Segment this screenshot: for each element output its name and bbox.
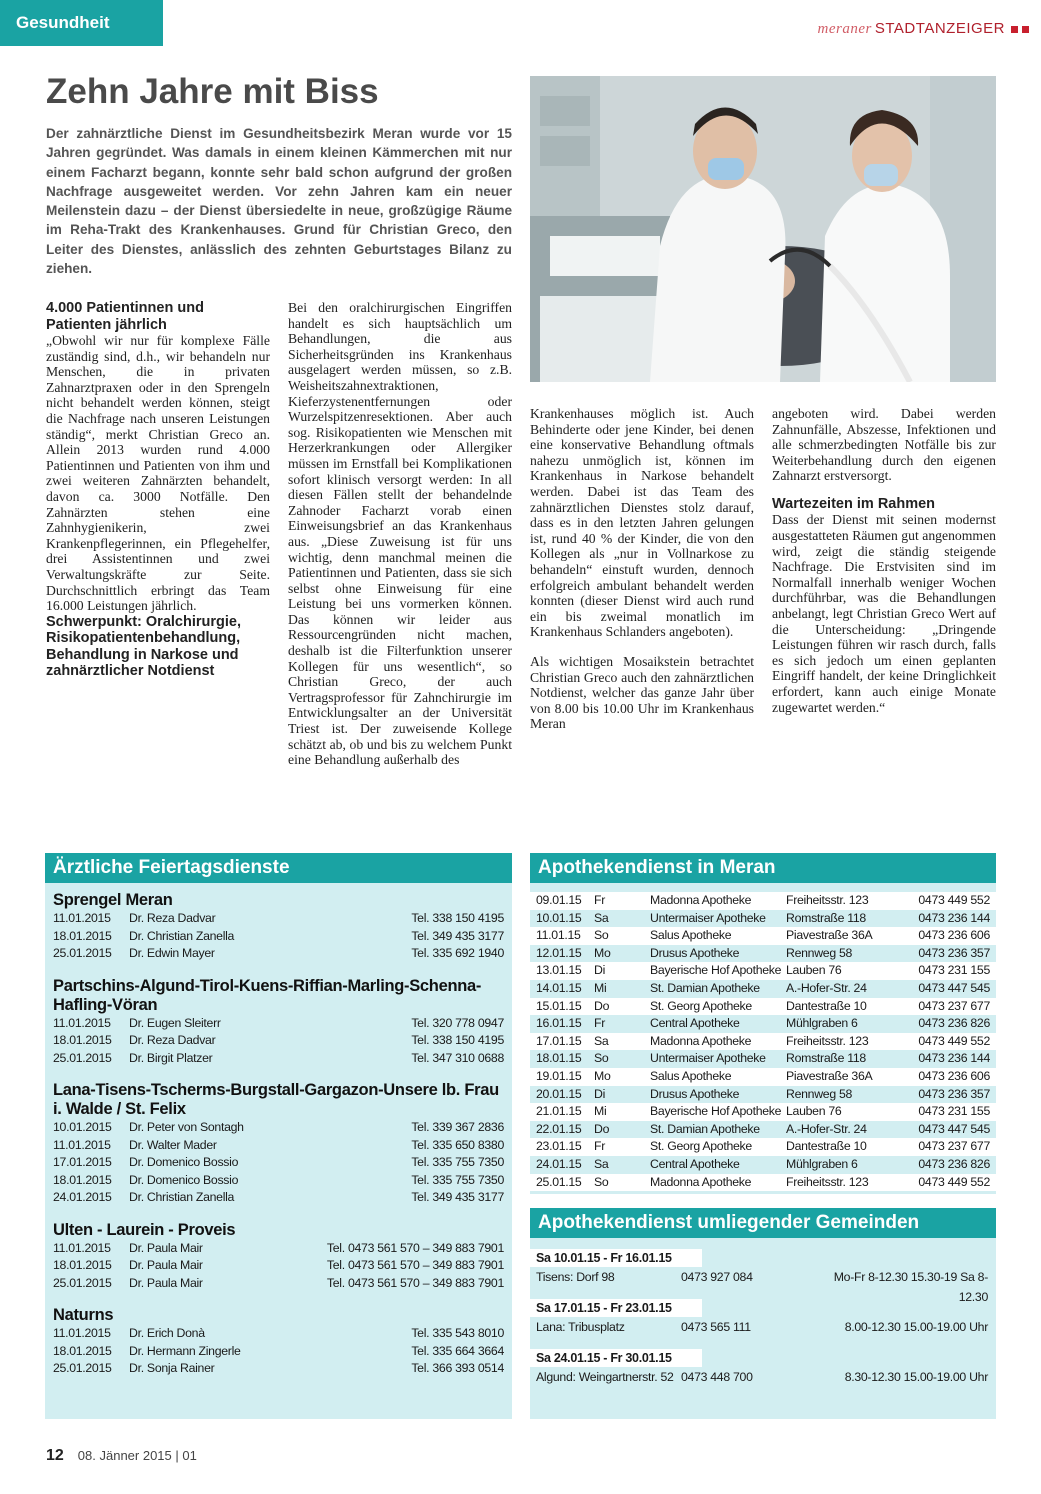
duty-date: 11.01.2015 <box>53 1240 111 1255</box>
duty-date: 25.01.2015 <box>53 1275 112 1290</box>
pharmacy-date: 24.01.15 <box>536 1156 582 1171</box>
doctor-name: Dr. Reza Dadvar <box>129 911 216 925</box>
pharmacy-weekday: Do <box>594 998 610 1013</box>
paragraph: Bei den oralchirurgischen Eingriffen handelt es sich hauptsächlich um Behandlungen, die aus Sicherheitsgründen ins Krankenhaus ausgelagert werden müssen, so z.B. Weisheitszahnextraktionen, Kieferzystenentfernungen oder Wurzelspitzenresektionen. Aber auch sog. Risikopatienten wie Menschen mit Herzerkrankungen oder Allergiker müssen im Ernstfall bei Komplikationen sofort klinisch versorgt werden: In all diesen Fällen stellt der behandelnde Zahnoder Facharzt vorab einen Einweisungsbrief an das Krankenhaus aus. „Diese Zuweisung ist für uns wichtig, denn manchmal meinen die Patientinnen und Patienten, dass sie sich selbst ohne Einweisung für eine Leistung bei uns vormerken können. Das können wir leider aus Ressourcengründen nicht machen, deshalb ist die Filterfunktion unserer Kollegen für uns wesentlich“, so Christian Greco, der auch Vertragsprofessor für Zahnchirurgie im Entwicklungsalter an der Universität Triest ist. Der zuweisende Kollege schätzt ab, ob und bis zu welchem Punkt eine Behandlung außerhalb des <box>288 300 512 768</box>
doctor-phone: Tel. 335 543 8010 <box>411 1326 504 1340</box>
pharmacy-date: 20.01.15 <box>536 1086 582 1101</box>
duty-date: 25.01.2015 <box>53 1361 112 1375</box>
doctor-phone: Tel. 349 435 3177 <box>411 1190 504 1204</box>
table-row <box>530 1174 996 1192</box>
pharmacy-date: 23.01.15 <box>536 1139 582 1154</box>
doctor-name: Dr. Erich Donà <box>129 1326 205 1340</box>
pharmacy-address: Freiheitsstr. 123 <box>786 1174 869 1189</box>
pharmacy-weekday: Mo <box>594 1068 611 1083</box>
pharmacy-name: Drusus Apotheke <box>650 1086 740 1101</box>
pharmacy-date: 11.01.15 <box>536 928 581 943</box>
pharmacy-name: Untermaiser Apotheke <box>650 910 766 925</box>
pharmacy-weekday: Di <box>594 1086 606 1101</box>
duty-date: 17.01.2015 <box>53 1155 112 1169</box>
pharmacy-date: 16.01.15 <box>536 1016 582 1031</box>
pharmacy-weekday: So <box>594 1051 609 1066</box>
region-title: Ulten - Laurein - Proveis <box>53 1220 236 1239</box>
pharmacy-name: St. Damian Apotheke <box>650 980 760 995</box>
nearby-pharmacy-list <box>530 1249 996 1387</box>
paragraph: angeboten wird. Dabei werden Zahnunfälle, Abszesse, Infektionen und alle schmerzbedingten Notfälle bis zur Weiterbehandlung durch den eigenen Zahnarzt erstversorgt. <box>772 406 996 484</box>
pharmacy-phone: 0473 231 155 <box>918 1104 990 1119</box>
pharmacy-phone: 0473 449 552 <box>918 893 990 907</box>
duty-date: 18.01.2015 <box>53 928 112 943</box>
table-row <box>530 1050 996 1068</box>
doctor-phone: Tel. 335 755 7350 <box>411 1155 504 1169</box>
region-list <box>45 891 512 1378</box>
table-row <box>530 1068 996 1086</box>
pharmacy-address: A.-Hofer-Str. 24 <box>786 1121 867 1136</box>
pharmacy-name: Drusus Apotheke <box>650 945 740 960</box>
dentist-photo <box>530 76 996 382</box>
duty-date: 18.01.2015 <box>53 1343 112 1358</box>
pharmacy-date: 21.01.15 <box>536 1104 582 1119</box>
table-row <box>530 1033 996 1051</box>
article-column-2 <box>288 300 512 768</box>
duty-date: 11.01.2015 <box>53 1015 111 1030</box>
pharmacy-phone: 0473 236 826 <box>918 1016 990 1031</box>
doctor-name: Dr. Christian Zanella <box>129 928 235 943</box>
pharmacy-date: 18.01.15 <box>536 1051 582 1066</box>
pharmacy-date: 12.01.15 <box>536 945 582 960</box>
list-item <box>530 1349 996 1387</box>
pharmacy-weekday: Fr <box>594 1139 606 1154</box>
brand-logo: meraner STADTANZEIGER <box>818 20 1029 38</box>
pharmacy-row <box>530 1367 996 1387</box>
duty-row <box>53 1015 504 1033</box>
doctor-name: Dr. Hermann Zingerle <box>129 1343 241 1358</box>
doctor-phone: Tel. 335 692 1940 <box>411 946 504 960</box>
duty-row <box>53 1137 504 1155</box>
doctor-name: Dr. Edwin Mayer <box>129 946 215 960</box>
subheading: Wartezeiten im Rahmen <box>772 495 936 512</box>
doctor-name: Dr. Paula Mair <box>129 1240 203 1255</box>
duty-date: 10.01.2015 <box>53 1120 112 1134</box>
region-title: Partschins-Algund-Tirol-Kuens-Riffian-Marling-Schenna-Hafling-Vöran <box>53 976 482 1014</box>
doctor-phone: Tel. 338 150 4195 <box>411 1033 504 1047</box>
pharmacy-address: Piavestraße 36A <box>786 1068 873 1083</box>
box-title: Apothekendienst umliegender Gemeinden <box>530 1208 996 1238</box>
pharmacy-phone: 0473 447 545 <box>918 980 990 995</box>
duty-row <box>53 910 504 928</box>
list-item <box>530 1249 996 1304</box>
pharmacy-phone: 0473 236 606 <box>918 928 990 943</box>
doctor-phone: Tel. 0473 561 570 – 349 883 7901 <box>326 1258 504 1272</box>
pharmacy-weekday: Sa <box>594 910 609 925</box>
page-number: 12 <box>46 1447 64 1464</box>
pharmacy-date: 13.01.15 <box>536 963 582 978</box>
pharmacy-address: Freiheitsstr. 123 <box>786 1033 869 1048</box>
region-title: Sprengel Meran <box>53 891 173 909</box>
region-block <box>45 891 512 963</box>
pharmacy-name: Bayerische Hof Apotheke <box>650 1104 782 1119</box>
pharmacy-date: 25.01.15 <box>536 1174 582 1189</box>
period-label: Sa 17.01.15 - Fr 23.01.15 <box>530 1299 702 1317</box>
pharmacy-address: Dantestraße 10 <box>786 998 867 1013</box>
pharmacy-phone: 0473 927 084 <box>681 1270 753 1284</box>
duty-date: 25.01.2015 <box>53 946 112 960</box>
doctor-phone: Tel. 335 755 7350 <box>411 1172 504 1187</box>
section-tab: Gesundheit <box>0 0 163 46</box>
pharmacy-address: Rennweg 58 <box>786 945 853 960</box>
table-row <box>530 1086 996 1104</box>
doctor-name: Dr. Paula Mair <box>129 1258 203 1272</box>
duty-row <box>53 1257 504 1275</box>
pharmacy-weekday: Fr <box>594 893 606 907</box>
opening-hours: 8.30-12.30 15.00-19.00 Uhr <box>844 1370 988 1384</box>
table-row <box>530 1103 996 1121</box>
duty-row <box>53 1032 504 1050</box>
pharmacy-name: Salus Apotheke <box>650 1068 732 1083</box>
paragraph: „Obwohl wir nur für komplexe Fälle zuständig sind, d.h., wir behandeln nur Menschen, die in privaten Zahnarztpraxen oder in den Sprengeln nicht behandelt werden können, steigt die Nachfrage nach unseren Leistungen ständig“, merkt Christian Greco an. Allein 2013 wurden rund 4.000 Patientinnen und Patienten von ihm und zwei weiteren Zahnärzten behandelt, davon ca. 3000 Notfälle. Den Zahnärzten stehen eine Zahnhygienikerin, zwei Krankenpflegerinnen, ein Pflegehelfer, drei Assistentinnen und zwei Verwaltungskräfte zur Seite. Durchschnittlich erbringt das Team 16.000 Leistungen jährlich. <box>46 333 270 614</box>
duty-row <box>53 1172 504 1190</box>
pharmacy-phone: 0473 231 155 <box>918 963 990 978</box>
issue-date: 08. Jänner 2015 | 01 <box>77 1448 197 1463</box>
table-row <box>530 1156 996 1174</box>
region-title: Lana-Tisens-Tscherms-Burgstall-Gargazon-Unsere lb. Frau i. Walde / St. Felix <box>53 1081 499 1118</box>
pharmacy-address: Tisens: Dorf 98 <box>536 1270 615 1284</box>
pharmacy-date: 10.01.15 <box>536 910 582 925</box>
lead-paragraph: Der zahnärztliche Dienst im Gesundheitsbezirk Meran wurde vor 15 Jahren gegründet. Was damals in einem kleinen Kämmerchen mit nur einem Facharzt begann, konnte sehr bald schon aufgrund der großen Nachfrage ausgeweitet werden. Vor zehn Jahren kam ein neuer Meilenstein dazu – der Dienst übersiedelte in neue, großzügige Räume im Reha-Trakt des Krankenhauses. Grund für Christian Greco, den Leiter des Dienstes, anlässlich des zehnten Geburtstages Bilanz zu ziehen. <box>46 126 512 277</box>
doctor-phone: Tel. 338 150 4195 <box>411 911 504 925</box>
doctor-name: Dr. Paula Mair <box>129 1275 203 1290</box>
doctor-name: Dr. Eugen Sleiterr <box>129 1015 221 1030</box>
table-row <box>530 1138 996 1156</box>
duty-row <box>53 1154 504 1172</box>
region-block <box>45 977 512 1068</box>
period-label: Sa 24.01.15 - Fr 30.01.15 <box>530 1349 702 1367</box>
doctor-phone: Tel. 347 310 0688 <box>411 1050 504 1065</box>
pharmacy-weekday: So <box>594 928 609 943</box>
pharmacy-address: Romstraße 118 <box>786 1051 866 1066</box>
table-row <box>530 910 996 928</box>
duty-row <box>53 1050 504 1068</box>
region-block <box>45 1306 512 1378</box>
duty-row <box>53 1189 504 1207</box>
pharmacy-address: Piavestraße 36A <box>786 928 873 943</box>
pharmacy-weekday: Fr <box>594 1016 606 1031</box>
doctor-phone: Tel. 320 778 0947 <box>411 1015 504 1030</box>
paragraph: Dass der Dienst mit seinen modernst ausgestatteten Räumen gut angenommen wird, zeigt die ständig steigende Nachfrage. Die Erstvisiten sind im Normalfall innerhalb weniger Wochen durchführbar, was die Behandlungen anbelangt, legt Christian Greco Wert auf die Unterscheidung: „Dringende Leistungen führen wir rasch durch, falls es sich jedoch um einen geplanten Eingriff handelt, der keine Dringlichkeit erfordert, kann auch einige Monate zugewartet werden.“ <box>772 512 996 715</box>
duty-row <box>53 945 504 963</box>
pharmacy-phone: 0473 236 606 <box>918 1068 990 1083</box>
pharmacy-phone: 0473 236 357 <box>918 945 990 960</box>
pharmacy-phone: 0473 237 677 <box>918 998 990 1013</box>
pharmacy-date: 19.01.15 <box>536 1068 582 1083</box>
paragraph: Krankenhauses möglich ist. Auch Behinderte oder jene Kinder, bei denen eine konservative Behandlung oftmals nahezu unmöglich ist, können im Krankenhaus in Narkose behandelt werden. Dabei ist das Team des zahnärztlichen Dienstes stolz darauf, dass es in den letzten Jahren gelungen ist, rund 40 % der Kinder, die von den Kollegen als „nur in Vollnarkose zu behandeln“ einstuft wurden, dennoch erfolgreich ambulant behandelt werden konnten (dieser Dienst wird auch rund ein bis zweimal monatlich im Krankenhaus Schlanders angeboten). <box>530 406 754 640</box>
duty-date: 11.01.2015 <box>53 1326 111 1340</box>
page-footer <box>46 1447 197 1465</box>
period-label: Sa 10.01.15 - Fr 16.01.15 <box>530 1249 702 1267</box>
doctor-phone: Tel. 0473 561 570 – 349 883 7901 <box>326 1275 504 1290</box>
feiertagsdienste-box <box>45 853 512 1419</box>
doctor-phone: Tel. 366 393 0514 <box>411 1361 504 1375</box>
duty-row <box>53 928 504 946</box>
subheading: Schwerpunkt: Oralchirurgie, Risikopatientenbehandlung, Behandlung in Narkose und zahnärztlicher Notdienst <box>46 613 241 680</box>
pharmacy-phone: 0473 236 144 <box>918 910 990 925</box>
pharmacy-date: 14.01.15 <box>536 980 582 995</box>
doctor-name: Dr. Reza Dadvar <box>129 1033 216 1047</box>
pharmacy-weekday: Sa <box>594 1033 609 1048</box>
duty-row <box>53 1325 504 1343</box>
duty-row <box>53 1275 504 1293</box>
pharmacy-address: Freiheitsstr. 123 <box>786 893 869 907</box>
pharmacy-name: Untermaiser Apotheke <box>650 1051 766 1066</box>
pharmacy-weekday: Mo <box>594 945 611 960</box>
pharmacy-name: Madonna Apotheke <box>650 893 752 907</box>
pharmacy-address: Mühlgraben 6 <box>786 1016 858 1031</box>
table-row <box>530 962 996 980</box>
pharmacy-address: Mühlgraben 6 <box>786 1156 858 1171</box>
pharmacy-weekday: Mi <box>594 1104 607 1119</box>
box-title: Apothekendienst in Meran <box>530 853 996 883</box>
subheading: 4.000 Patientinnen und Patienten jährlich <box>46 300 204 333</box>
doctor-name: Dr. Domenico Bossio <box>129 1155 239 1169</box>
pharmacy-address: Dantestraße 10 <box>786 1139 867 1154</box>
pharmacy-weekday: Do <box>594 1121 610 1136</box>
apotheken-meran-box <box>530 853 996 1194</box>
doctor-name: Dr. Domenico Bossio <box>129 1172 239 1187</box>
duty-date: 24.01.2015 <box>53 1190 112 1204</box>
pharmacy-phone: 0473 236 144 <box>918 1051 990 1066</box>
pharmacy-row <box>530 1317 996 1337</box>
pharmacy-date: 17.01.15 <box>536 1033 582 1048</box>
paragraph: Als wichtigen Mosaikstein betrachtet Christian Greco auch den zahnärztlichen Notdienst, welcher das ganze Jahr über von 8.00 bis 10.00 Uhr im Krankenhaus Meran <box>530 653 754 732</box>
article-column-4 <box>772 406 996 715</box>
doctor-name: Dr. Birgit Platzer <box>129 1050 213 1065</box>
duty-date: 18.01.2015 <box>53 1033 112 1047</box>
pharmacy-name: Central Apotheke <box>650 1156 740 1171</box>
doctor-phone: Tel. 349 435 3177 <box>411 928 504 943</box>
box-title: Ärztliche Feiertagsdienste <box>45 853 512 883</box>
pharmacy-phone: 0473 447 545 <box>918 1121 990 1136</box>
pharmacy-date: 09.01.15 <box>536 893 582 907</box>
duty-row <box>53 1360 504 1378</box>
apotheken-umgebung-box <box>530 1208 996 1419</box>
table-row <box>530 945 996 963</box>
opening-hours: 8.00-12.30 15.00-19.00 Uhr <box>844 1320 988 1334</box>
region-block <box>45 1221 512 1293</box>
duty-row <box>53 1343 504 1361</box>
pharmacy-phone: 0473 236 357 <box>918 1086 990 1101</box>
pharmacy-phone: 0473 449 552 <box>918 1033 990 1048</box>
doctor-name: Dr. Walter Mader <box>129 1137 217 1152</box>
table-row <box>530 980 996 998</box>
pharmacy-phone: 0473 448 700 <box>681 1370 753 1384</box>
article-column-3 <box>530 406 754 732</box>
pharmacy-row <box>530 1267 996 1304</box>
pharmacy-name: Madonna Apotheke <box>650 1174 752 1189</box>
doctor-name: Dr. Peter von Sontagh <box>129 1120 244 1134</box>
pharmacy-address: Lauben 76 <box>786 963 842 978</box>
pharmacy-name: St. Georg Apotheke <box>650 1139 752 1154</box>
duty-date: 11.01.2015 <box>53 911 111 925</box>
doctor-phone: Tel. 335 650 8380 <box>411 1137 504 1152</box>
duty-date: 11.01.2015 <box>53 1137 111 1152</box>
list-item <box>530 1299 996 1337</box>
pharmacy-name: Central Apotheke <box>650 1016 740 1031</box>
pharmacy-weekday: Sa <box>594 1156 609 1171</box>
headline: Zehn Jahre mit Biss <box>46 72 379 111</box>
pharmacy-address: Algund: Weingartnerstr. 52 <box>536 1370 674 1384</box>
pharmacy-weekday: So <box>594 1174 609 1189</box>
doctor-name: Dr. Sonja Rainer <box>129 1361 215 1375</box>
pharmacy-table <box>530 892 996 1191</box>
pharmacy-date: 22.01.15 <box>536 1121 582 1136</box>
table-row <box>530 1015 996 1033</box>
duty-row <box>53 1240 504 1258</box>
pharmacy-phone: 0473 237 677 <box>918 1139 990 1154</box>
table-row <box>530 998 996 1016</box>
duty-date: 18.01.2015 <box>53 1172 112 1187</box>
doctor-name: Dr. Christian Zanella <box>129 1190 235 1204</box>
table-row <box>530 1121 996 1139</box>
table-row <box>530 927 996 945</box>
doctor-phone: Tel. 339 367 2836 <box>411 1120 504 1134</box>
pharmacy-date: 15.01.15 <box>536 998 582 1013</box>
region-block <box>45 1081 512 1207</box>
pharmacy-phone: 0473 236 826 <box>918 1156 990 1171</box>
duty-date: 25.01.2015 <box>53 1050 112 1065</box>
pharmacy-weekday: Di <box>594 963 606 978</box>
pharmacy-name: Salus Apotheke <box>650 928 732 943</box>
doctor-phone: Tel. 0473 561 570 – 349 883 7901 <box>326 1240 504 1255</box>
pharmacy-phone: 0473 565 111 <box>681 1320 751 1334</box>
pharmacy-address: Lauben 76 <box>786 1104 842 1119</box>
table-row <box>530 892 996 910</box>
pharmacy-phone: 0473 449 552 <box>918 1174 990 1189</box>
opening-hours: Mo-Fr 8-12.30 15.30-19 Sa 8-12.30 <box>833 1270 988 1304</box>
duty-date: 18.01.2015 <box>53 1258 112 1272</box>
doctor-phone: Tel. 335 664 3664 <box>411 1343 504 1358</box>
pharmacy-name: Bayerische Hof Apotheke <box>650 963 782 978</box>
pharmacy-address: Lana: Tribusplatz <box>536 1320 625 1334</box>
region-title: Naturns <box>53 1306 114 1324</box>
pharmacy-weekday: Mi <box>594 980 607 995</box>
pharmacy-address: Romstraße 118 <box>786 910 866 925</box>
duty-row <box>53 1119 504 1137</box>
article-column-1 <box>46 300 270 680</box>
pharmacy-name: St. Georg Apotheke <box>650 998 752 1013</box>
pharmacy-address: A.-Hofer-Str. 24 <box>786 980 867 995</box>
pharmacy-name: St. Damian Apotheke <box>650 1121 760 1136</box>
pharmacy-address: Rennweg 58 <box>786 1086 853 1101</box>
pharmacy-name: Madonna Apotheke <box>650 1033 752 1048</box>
